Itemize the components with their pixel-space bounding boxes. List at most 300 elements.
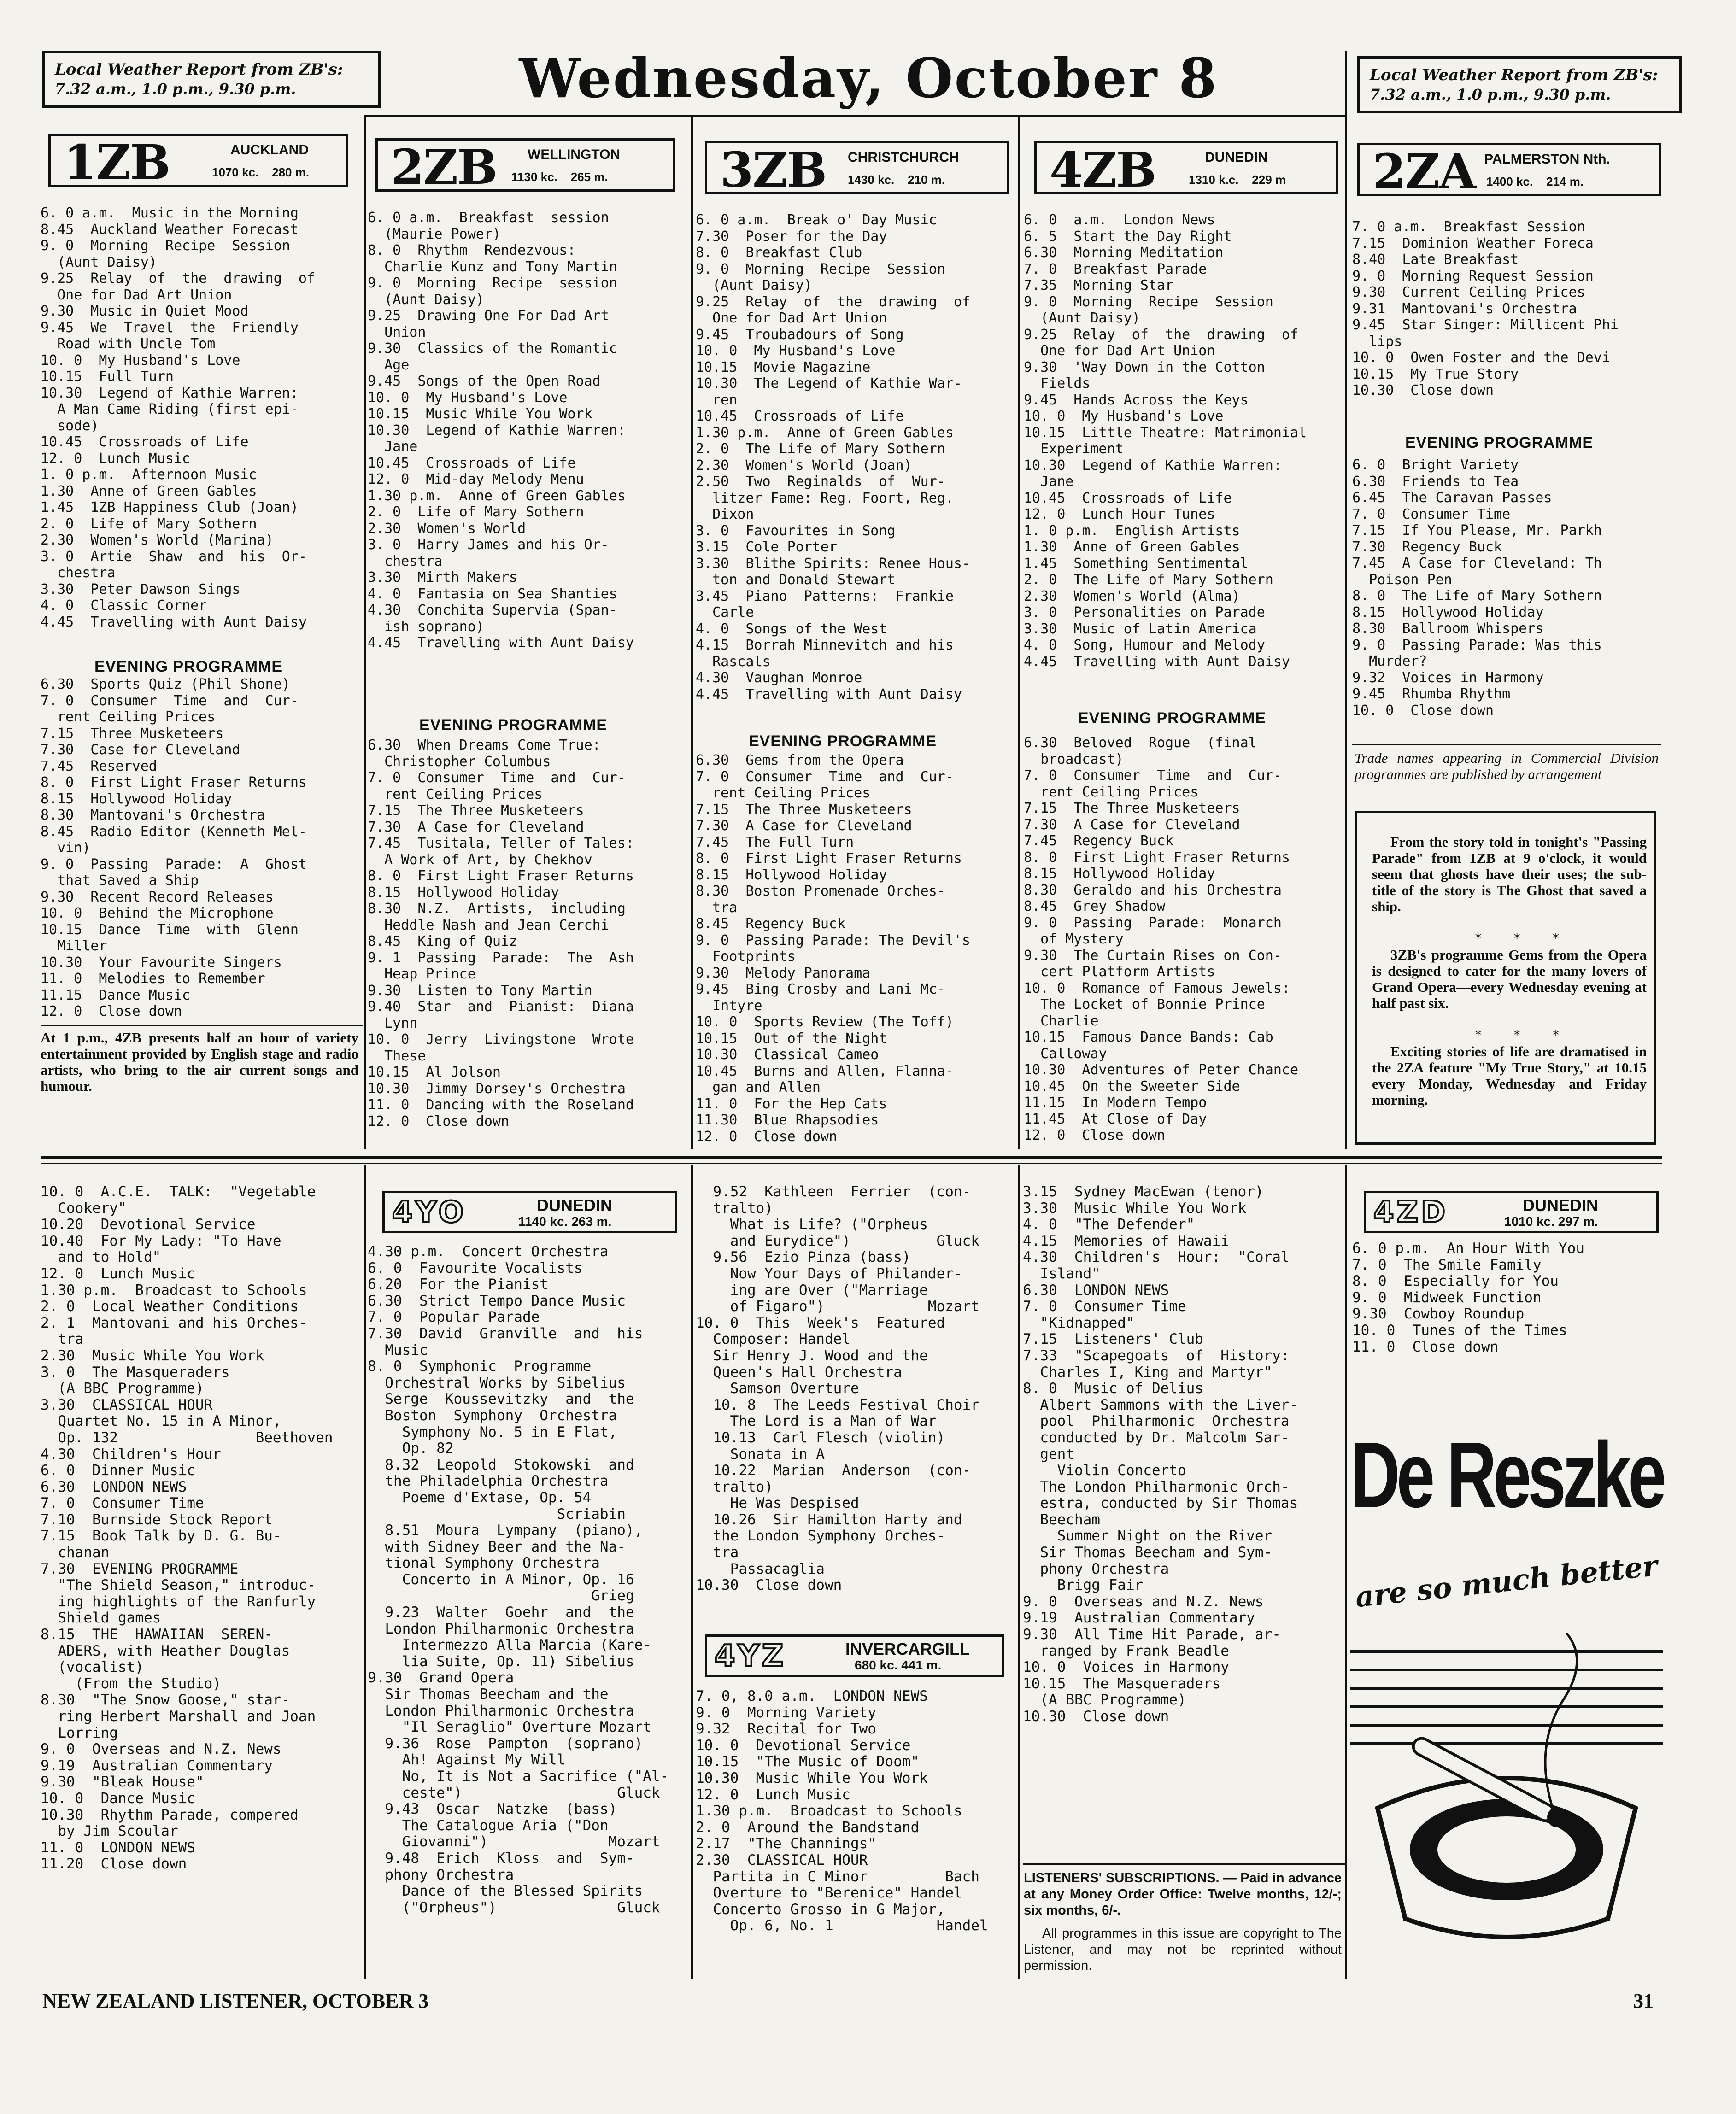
weather-note-line2: 7.32 a.m., 1.0 p.m., 9.30 p.m. — [1370, 86, 1611, 104]
program-line: 3.30 Music of Latin America — [1024, 621, 1257, 637]
program-line: Footprints — [696, 949, 796, 965]
divider — [1352, 744, 1661, 745]
program-line: by Jim Scoular — [41, 1823, 178, 1840]
station-city: PALMERSTON Nth. — [1484, 152, 1610, 167]
program-line: Dance of the Blessed Spirits — [368, 1883, 643, 1900]
program-line: 8.45 King of Quiz — [368, 933, 518, 949]
daytime-list — [41, 205, 363, 630]
program-line: 2.30 Women's World — [368, 520, 526, 537]
program-line: 10.45 Crossroads of Life — [41, 434, 249, 450]
program-line: ceste") Gluck — [368, 1785, 660, 1801]
program-line: 2. 1 Mantovani and his Orches- — [41, 1315, 307, 1331]
program-line: sode) — [41, 417, 99, 434]
program-line: 2. 0 Local Weather Conditions — [41, 1299, 299, 1315]
station-call: 4YO — [392, 1195, 466, 1230]
station-city: INVERCARGILL — [845, 1640, 970, 1658]
program-line: 7.30 EVENING PROGRAMME — [41, 1561, 239, 1577]
program-line: 2.30 CLASSICAL HOUR — [696, 1852, 868, 1868]
program-line: 9.30 The Curtain Rises on Con- — [1024, 947, 1282, 964]
program-line: 8.40 Late Breakfast — [1352, 252, 1519, 268]
program-line: 7.30 David Granville and his — [368, 1325, 643, 1342]
program-line: 11. 0 Close down — [1352, 1339, 1499, 1355]
program-list — [368, 1244, 690, 1916]
program-line: 9.56 Ezio Pinza (bass) — [696, 1249, 911, 1266]
program-line: 10.15 Al Jolson — [368, 1064, 501, 1080]
program-line: 1.30 p.m. Anne of Green Gables — [368, 487, 626, 504]
program-line: ing highlights of the Ranfurly — [41, 1593, 316, 1610]
program-line: 2.50 Two Reginalds of Wur- — [696, 474, 945, 490]
program-line: 10.45 Crossroads of Life — [1024, 490, 1232, 506]
program-line: 8.15 Hollywood Holiday — [696, 867, 887, 883]
program-line: 11. 0 Dancing with the Roseland — [368, 1097, 634, 1113]
station-frequency: 1140 kc. 263 m. — [518, 1214, 612, 1229]
program-line: 9.45 Star Singer: Millicent Phi — [1352, 317, 1619, 333]
station-call: 4ZD — [1373, 1195, 1449, 1230]
program-line: chestra — [368, 553, 443, 569]
evening-heading: EVENING PROGRAMME — [1078, 709, 1267, 727]
de-reszke-advertisement — [1350, 1421, 1663, 1969]
program-line: (Aunt Daisy) — [41, 254, 157, 270]
program-line: 7.30 Poser for the Day — [696, 228, 887, 245]
program-line: Poeme d'Extase, Op. 54 — [368, 1489, 592, 1506]
schedule-bottom-col1 — [41, 1184, 363, 1873]
schedule-1zb-evening — [41, 676, 363, 1020]
program-line: gan and Allen — [696, 1079, 821, 1095]
program-line: 10.15 Music While You Work — [368, 406, 592, 422]
column-divider — [364, 117, 366, 1149]
program-line: 3.30 Peter Dawson Sings — [41, 581, 240, 597]
program-line: These — [368, 1048, 426, 1064]
program-line: 10. 0 My Husband's Love — [368, 389, 568, 406]
program-line: ADERS, with Heather Douglas — [41, 1643, 290, 1659]
program-line: 12. 0 Mid-day Melody Menu — [368, 471, 584, 487]
weather-note-left — [42, 51, 381, 108]
program-line: Overture to "Berenice" Handel — [696, 1885, 962, 1902]
program-line: 3.30 Blithe Spirits: Renee Hous- — [696, 555, 971, 572]
program-line: conducted by Dr. Malcolm Sar- — [1023, 1429, 1290, 1446]
program-line: 2. 0 Life of Mary Sothern — [368, 504, 584, 520]
program-line: 9.48 Erich Kloss and Sym- — [368, 1850, 634, 1867]
program-line: 2.30 Women's World (Alma) — [1024, 588, 1240, 604]
program-line: Union — [368, 324, 426, 340]
program-line: 1.30 p.m. Broadcast to Schools — [41, 1282, 307, 1299]
program-line: 10.15 Full Turn — [41, 369, 174, 385]
program-line: 8.51 Moura Lympany (piano), — [368, 1523, 643, 1539]
program-line: 10.30 Legend of Kathie Warren: — [368, 422, 626, 439]
station-frequency: 1430 kc. 210 m. — [848, 173, 945, 187]
program-line: 3. 0 Favourites in Song — [696, 522, 896, 539]
program-line: 6.30 Gems from the Opera — [696, 752, 904, 768]
program-line: 8.30 "The Snow Goose," star- — [41, 1692, 290, 1709]
schedule-4zb — [1024, 212, 1346, 670]
program-line: 10.15 Out of the Night — [696, 1030, 887, 1047]
station-call: 4ZB — [1050, 141, 1156, 198]
program-line: Op. 132 Beethoven — [41, 1429, 333, 1446]
program-line: (Aunt Daisy) — [696, 277, 812, 293]
program-line: tra — [696, 1545, 739, 1561]
evening-heading: EVENING PROGRAMME — [419, 716, 608, 734]
program-line: 10.15 My True Story — [1352, 366, 1519, 382]
program-line: 4.45 Travelling with Aunt Daisy — [41, 614, 307, 630]
schedule-4yz-continued — [1023, 1184, 1345, 1725]
program-line: Orchestral Works by Sibelius — [368, 1375, 626, 1391]
program-line: 4. 0 Classic Corner — [41, 597, 207, 614]
program-line: 10.30 The Legend of Kathie War- — [696, 375, 962, 392]
program-line: "Kidnapped" — [1023, 1315, 1135, 1331]
program-line: 4.15 Borrah Minnevitch and his — [696, 637, 954, 653]
program-line: 9. 0 Morning Recipe Session — [41, 238, 290, 254]
program-line: Road with Uncle Tom — [41, 336, 216, 352]
program-line: 8.15 THE HAWAIIAN SEREN- — [41, 1627, 273, 1643]
program-line: tra — [696, 899, 738, 916]
program-line: 9.32 Recital for Two — [696, 1721, 876, 1738]
program-line: Composer: Handel — [696, 1331, 850, 1348]
program-line: 7.45 The Full Turn — [696, 834, 854, 850]
schedule-4zd — [1352, 1241, 1661, 1355]
program-line: (From the Studio) — [41, 1675, 221, 1692]
program-line: 3.30 Music While You Work — [1023, 1200, 1247, 1217]
program-line: 7.30 A Case for Cleveland — [1024, 816, 1240, 833]
program-line: 9. 0 Passing Parade: A Ghost — [41, 856, 307, 873]
program-line: 10. 0 Devotional Service — [696, 1737, 911, 1754]
asterisk-separator: * * * — [1474, 931, 1560, 946]
program-line: 11. 0 LONDON NEWS — [41, 1839, 195, 1856]
program-line: rent Ceiling Prices — [1024, 784, 1199, 800]
program-line: 2. 0 The Life of Mary Sothern — [1024, 572, 1273, 588]
program-line: 10.30 Close down — [1352, 382, 1494, 398]
program-line: 10.30 Legend of Kathie Warren: — [1024, 457, 1282, 474]
program-line: 7.35 Morning Star — [1024, 277, 1174, 293]
program-line: of Mystery — [1024, 931, 1124, 947]
program-line: 9.23 Walter Goehr and the — [368, 1605, 634, 1621]
program-line: 7. 0, 8.0 a.m. LONDON NEWS — [696, 1688, 928, 1704]
program-line: and Eurydice") Gluck — [696, 1233, 979, 1249]
program-line: vin) — [41, 840, 91, 856]
program-line: 6.30 Strict Tempo Dance Music — [368, 1293, 626, 1309]
program-line: (Maurie Power) — [368, 226, 501, 242]
daytime-list — [368, 210, 690, 651]
program-line: 7. 0 Consumer Time and Cur- — [368, 770, 626, 786]
program-line: rent Ceiling Prices — [696, 785, 871, 801]
footer-publication: NEW ZEALAND LISTENER, OCTOBER 3 — [42, 1990, 429, 2012]
program-line: Jane — [1024, 474, 1074, 490]
program-line: (A BBC Programme) — [1023, 1692, 1186, 1709]
program-line: A Man Came Riding (first epi- — [41, 401, 299, 417]
program-line: 6. 0 Dinner Music — [41, 1463, 195, 1479]
column-divider — [1018, 1165, 1020, 1979]
program-line: 10.15 Little Theatre: Matrimonial — [1024, 424, 1307, 441]
station-call: 2ZA — [1372, 143, 1475, 200]
program-line: 7.45 A Case for Cleveland: Th — [1352, 555, 1602, 571]
program-line: 3. 0 Harry James and his Or- — [368, 537, 609, 553]
program-line: What is Life? ("Orpheus — [696, 1217, 928, 1233]
schedule-1zb — [41, 205, 363, 630]
program-line: 8.30 Mantovani's Orchestra — [41, 807, 265, 823]
program-line: 1. 0 p.m. English Artists — [1024, 522, 1240, 539]
program-line: London Philharmonic Orchestra — [368, 1621, 634, 1637]
program-line: Summer Night on the River — [1023, 1528, 1273, 1545]
program-line: pool Philharmonic Orchestra — [1023, 1413, 1290, 1430]
program-line: 7.15 Dominion Weather Foreca — [1352, 235, 1594, 252]
schedule-2za-evening — [1352, 457, 1661, 719]
program-line: 6. 0 Bright Variety — [1352, 457, 1519, 473]
program-line: 9.36 Rose Pampton (soprano) — [368, 1735, 643, 1752]
program-line: 3.45 Piano Patterns: Frankie — [696, 588, 954, 604]
program-line: Serge Koussevitzky and the — [368, 1391, 634, 1408]
program-line: 12. 0 Close down — [41, 1003, 182, 1019]
program-line: Heap Prince — [368, 966, 476, 982]
program-line: 6. 0 Favourite Vocalists — [368, 1260, 583, 1277]
station-header-4zd — [1364, 1191, 1659, 1233]
program-line: 10. 0 Romance of Famous Jewels: — [1024, 980, 1290, 996]
ad-slogan: are so much better — [1354, 1548, 1660, 1614]
station-frequency: 1310 k.c. 229 m — [1189, 173, 1286, 187]
program-line: Dixon — [696, 506, 754, 522]
program-line: 10.30 Close down — [696, 1577, 842, 1594]
program-line: 3.30 Mirth Makers — [368, 569, 518, 586]
program-line: 6.30 Friends to Tea — [1352, 473, 1519, 490]
program-line: 1. 0 p.m. Afternoon Music — [41, 467, 257, 483]
program-line: 2. 0 Around the Bandstand — [696, 1819, 920, 1836]
program-line: 8. 0 First Light Fraser Returns — [696, 850, 962, 867]
program-line: 9.25 Relay of the drawing of — [1024, 326, 1299, 343]
program-line: One for Dad Art Union — [696, 310, 887, 326]
program-line: Christopher Columbus — [368, 753, 551, 770]
program-line: 10. 0 Close down — [1352, 702, 1494, 719]
program-line: 9. 0 Morning Recipe session — [368, 275, 617, 291]
program-line: 9.25 Relay of the drawing of — [41, 270, 316, 287]
program-line: tralto) — [696, 1200, 773, 1217]
program-line: estra, conducted by Sir Thomas — [1023, 1495, 1298, 1512]
program-line: 7. 0 Breakfast Parade — [1024, 261, 1207, 277]
program-line: 8.45 Grey Shadow — [1024, 898, 1166, 914]
program-line: 6.30 LONDON NEWS — [41, 1479, 187, 1495]
program-line: One for Dad Art Union — [41, 287, 232, 303]
subscriptions-note: LISTENERS' SUBSCRIPTIONS. — Paid in advance at any Money Order Office: Twelve months, 12/-; six months, 6/-. — [1024, 1871, 1342, 1918]
program-line: 2.30 Music While You Work — [41, 1347, 264, 1364]
program-line: 7.15 The Three Musketeers — [1024, 800, 1240, 816]
program-line: 9.30 Recent Record Releases — [41, 889, 274, 905]
weather-note-right — [1357, 56, 1682, 113]
program-line: 4.15 Memories of Hawaii — [1023, 1233, 1229, 1249]
program-line: 4.45 Travelling with Aunt Daisy — [1024, 653, 1290, 670]
program-line: 8. 0 Breakfast Club — [696, 245, 862, 261]
program-line: 10.20 Devotional Service — [41, 1217, 256, 1233]
program-line: the Philadelphia Orchestra — [368, 1473, 609, 1490]
program-line: 9.32 Voices in Harmony — [1352, 669, 1544, 686]
station-header-4yz — [705, 1634, 1004, 1677]
program-line: Violin Concerto — [1023, 1463, 1186, 1479]
station-header-3zb — [705, 141, 1009, 198]
evening-heading: EVENING PROGRAMME — [749, 732, 937, 750]
program-line: Island" — [1023, 1265, 1100, 1282]
program-line: ing are Over ("Marriage — [696, 1282, 928, 1299]
program-line: Passacaglia — [696, 1561, 825, 1577]
program-line: 6. 0 a.m. Breakfast session — [368, 210, 609, 226]
program-line: 4. 0 Fantasia on Sea Shanties — [368, 586, 617, 602]
program-line: 12. 0 Close down — [368, 1113, 510, 1130]
program-line: Murder? — [1352, 653, 1427, 669]
program-line: 11.15 Dance Music — [41, 987, 191, 1003]
program-line: 6. 0 a.m. Music in the Morning — [41, 205, 299, 221]
program-line: 4.30 Conchita Supervia (Span- — [368, 602, 617, 618]
program-line: 8. 0 Rhythm Rendezvous: — [368, 242, 576, 258]
program-line: Sir Henry J. Wood and the — [696, 1347, 928, 1364]
program-line: 3.30 CLASSICAL HOUR — [41, 1397, 213, 1413]
station-header-4yo — [382, 1191, 677, 1233]
program-line: 7.15 The Three Musketeers — [368, 802, 584, 819]
program-line: 1.30 p.m. Broadcast to Schools — [696, 1803, 962, 1820]
program-line: 10.15 "The Music of Doom" — [696, 1754, 920, 1770]
program-line: Charles I, King and Martyr" — [1023, 1364, 1273, 1381]
program-line: 1.30 Anne of Green Gables — [1024, 539, 1240, 555]
program-line: 9.19 Australian Commentary — [41, 1757, 273, 1774]
program-line: Miller — [41, 938, 107, 954]
schedule-4yz — [696, 1688, 1018, 1934]
schedule-3zb-evening — [696, 752, 1018, 1145]
program-line: phony Orchestra — [1023, 1561, 1169, 1577]
station-call: 2ZB — [391, 139, 497, 195]
program-line: 4.30 Children's Hour: "Coral — [1023, 1249, 1290, 1266]
program-line: 9.30 "Bleak House" — [41, 1774, 204, 1791]
program-line: Lorring — [41, 1725, 118, 1741]
program-line: 4. 0 Song, Humour and Melody — [1024, 637, 1265, 653]
program-line: 9. 0 Morning Recipe Session — [696, 261, 945, 277]
program-line: Ah! Against My Will — [368, 1752, 566, 1768]
program-line: 8.32 Leopold Stokowski and — [368, 1457, 634, 1473]
program-line: Charlie — [1024, 1013, 1099, 1029]
program-line: 9.25 Drawing One For Dad Art — [368, 308, 609, 324]
program-line: 2. 0 Life of Mary Sothern — [41, 515, 257, 532]
program-list — [1023, 1184, 1345, 1725]
program-line: 10.30 Jimmy Dorsey's Orchestra — [368, 1080, 626, 1097]
divider — [41, 1025, 363, 1026]
schedule-4yo — [368, 1244, 690, 1916]
program-line: ton and Donald Stewart — [696, 572, 896, 588]
program-line: 8.15 Hollywood Holiday — [1024, 866, 1215, 882]
weather-note-line1: Local Weather Report from ZB's: — [1370, 66, 1658, 84]
program-line: 10. 0 Owen Foster and the Devi — [1352, 350, 1610, 366]
program-line: 3. 0 Artie Shaw and his Or- — [41, 548, 307, 565]
program-line: 6. 0 p.m. An Hour With You — [1352, 1241, 1584, 1257]
section-rule — [41, 1163, 1662, 1164]
program-line: 8.30 Ballroom Whispers — [1352, 621, 1544, 637]
program-line: 4.45 Travelling with Aunt Daisy — [696, 686, 962, 703]
program-line: 8. 0 Music of Delius — [1023, 1381, 1203, 1397]
program-line: 8. 0 First Light Fraser Returns — [1024, 849, 1290, 866]
program-line: 7.15 Book Talk by D. G. Bu- — [41, 1528, 282, 1545]
program-line: 4.30 p.m. Concert Orchestra — [368, 1244, 609, 1260]
program-line: Op. 82 — [368, 1441, 454, 1457]
program-line: (A BBC Programme) — [41, 1381, 204, 1397]
station-city: CHRISTCHURCH — [848, 150, 959, 165]
evening-heading: EVENING PROGRAMME — [1405, 434, 1594, 451]
program-line: cert Platform Artists — [1024, 964, 1215, 980]
program-line: the London Symphony Orches- — [696, 1528, 945, 1545]
program-line: 2. 0 The Life of Mary Sothern — [696, 441, 945, 457]
program-line: Intyre — [696, 997, 762, 1014]
program-line: Boston Symphony Orchestra — [368, 1407, 617, 1424]
station-header-4zb — [1034, 141, 1338, 198]
program-line: lips — [1352, 333, 1402, 350]
program-line: Concerto in A Minor, Op. 16 — [368, 1571, 634, 1588]
program-line: 10.15 Movie Magazine — [696, 359, 871, 375]
program-line: 9.40 Star and Pianist: Diana — [368, 999, 634, 1015]
program-line: 12. 0 Lunch Music — [41, 450, 191, 467]
program-line: ring Herbert Marshall and Joan — [41, 1709, 316, 1725]
program-line: 6.30 LONDON NEWS — [1023, 1282, 1169, 1299]
program-line: 10.30 Your Favourite Singers — [41, 954, 282, 971]
program-line: A Work of Art, by Chekhov — [368, 851, 592, 868]
program-line: 7. 0 Consumer Time and Cur- — [41, 692, 299, 709]
program-line: 4.30 Children's Hour — [41, 1446, 221, 1463]
station-frequency: 1130 kc. 265 m. — [511, 170, 608, 184]
program-line: (vocalist) — [41, 1659, 144, 1676]
program-line: 7. 0 The Smile Family — [1352, 1257, 1542, 1273]
program-line: 7.33 "Scapegoats of History: — [1023, 1347, 1290, 1364]
program-line: 10.40 For My Lady: "To Have — [41, 1233, 282, 1249]
program-line: Grieg — [368, 1588, 634, 1605]
program-line: 6.30 Beloved Rogue (final — [1024, 735, 1257, 751]
program-line: 9. 0 Morning Variety — [696, 1704, 876, 1721]
program-line: ("Orpheus") Gluck — [368, 1899, 660, 1916]
program-line: rent Ceiling Prices — [41, 709, 216, 725]
program-line: Poison Pen — [1352, 571, 1452, 588]
evening-list — [368, 737, 690, 1130]
program-line: 9.30 Music in Quiet Mood — [41, 303, 249, 319]
note-passing-parade: From the story told in tonight's "Passing Parade" from 1ZB at 9 o'clock, it would seem that ghosts have their uses; the sub-title of the story is The Ghost that saved a ship. — [1372, 834, 1647, 914]
schedule-4yo-continued — [696, 1184, 1018, 1594]
program-line: 10.13 Carl Flesch (violin) — [696, 1429, 945, 1446]
program-line: 4. 0 "The Defender" — [1023, 1217, 1195, 1233]
program-line: 10. 0 My Husband's Love — [696, 343, 896, 359]
station-city: WELLINGTON — [528, 147, 621, 162]
station-frequency: 1070 kc. 280 m. — [212, 165, 310, 179]
program-line: 9.30 'Way Down in the Cotton — [1024, 359, 1265, 375]
program-line: litzer Fame: Reg. Foort, Reg. — [696, 490, 954, 506]
program-line: 7.30 Regency Buck — [1352, 539, 1502, 555]
program-line: 7.45 Tusitala, Teller of Tales: — [368, 835, 634, 851]
program-line: 10. 0 My Husband's Love — [1024, 408, 1224, 424]
program-line: 9.52 Kathleen Ferrier (con- — [696, 1184, 971, 1200]
program-line: 7.15 Listeners' Club — [1023, 1331, 1203, 1348]
program-line: The Lord is a Man of War — [696, 1413, 937, 1430]
program-line: Queen's Hall Orchestra — [696, 1364, 902, 1381]
program-line: 6. 0 a.m. London News — [1024, 212, 1215, 228]
program-line: 8.15 Hollywood Holiday — [368, 884, 559, 901]
program-line: 9.30 Melody Panorama — [696, 965, 871, 981]
program-line: 10. 0 This Week's Featured — [696, 1315, 945, 1331]
program-line: 9.31 Mantovani's Orchestra — [1352, 300, 1577, 317]
program-line: Symphony No. 5 in E Flat, — [368, 1424, 617, 1441]
station-frequency: 680 kc. 441 m. — [855, 1658, 942, 1672]
program-line: that Saved a Ship — [41, 873, 199, 889]
daytime-list — [1024, 212, 1346, 670]
header-rule — [364, 115, 1345, 117]
program-line: 3. 0 The Masqueraders — [41, 1364, 230, 1381]
program-line: 8.30 Boston Promenade Orches- — [696, 883, 945, 899]
program-line: Partita in C Minor Bach — [696, 1868, 979, 1885]
program-line: 1.45 Something Sentimental — [1024, 555, 1249, 572]
program-line: 9. 0 Morning Recipe Session — [1024, 293, 1273, 310]
program-line: "Il Seraglio" Overture Mozart — [368, 1719, 651, 1736]
program-line: Heddle Nash and Jean Cerchi — [368, 917, 609, 933]
program-line: 7.15 The Three Musketeers — [696, 801, 912, 818]
program-line: tralto) — [696, 1479, 773, 1495]
program-line: 4.30 Vaughan Monroe — [696, 670, 862, 686]
trade-names-note: Trade names appearing in Commercial Division programmes are published by arrangement — [1355, 750, 1659, 782]
program-line: 7. 0 Consumer Time and Cur- — [1024, 767, 1282, 784]
